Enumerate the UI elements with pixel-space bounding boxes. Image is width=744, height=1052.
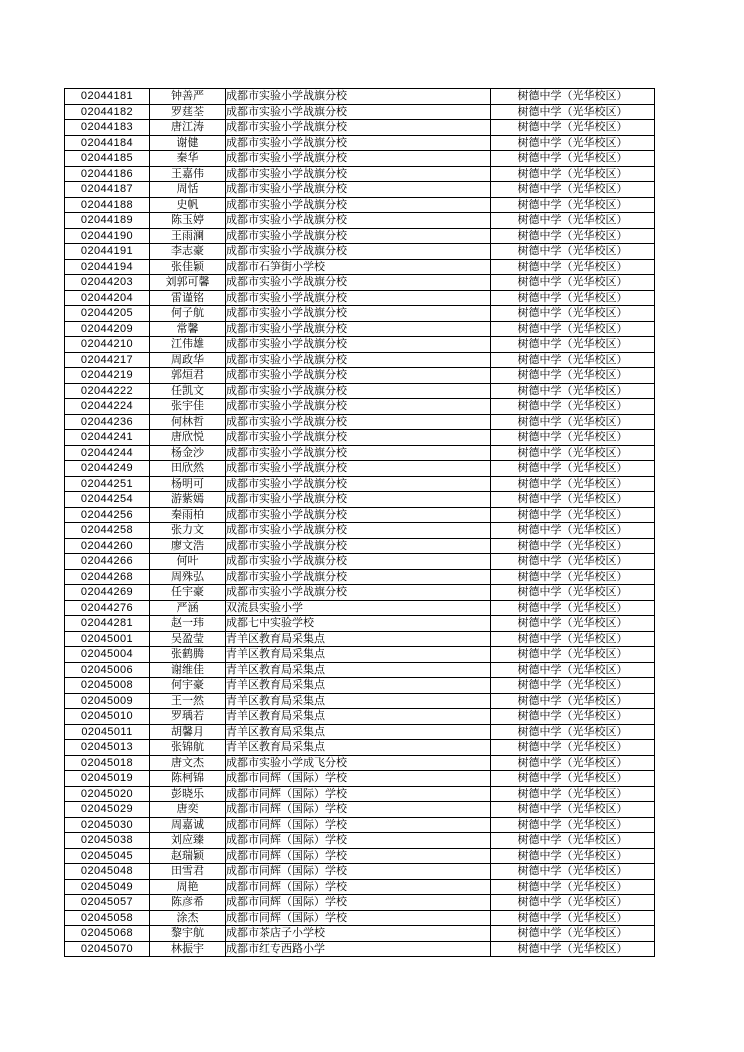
student-id-cell: 02044266 bbox=[65, 554, 150, 570]
table-row bbox=[65, 662, 655, 678]
student-id-cell: 02044256 bbox=[65, 507, 150, 523]
student-name-cell: 严涵 bbox=[150, 600, 226, 616]
student-name-cell: 赵瑞颖 bbox=[150, 848, 226, 864]
destination-cell: 树德中学（光华校区） bbox=[491, 306, 655, 322]
table-row bbox=[65, 693, 655, 709]
student-name-cell: 黎宇航 bbox=[150, 926, 226, 942]
student-name-cell: 王雨澜 bbox=[150, 228, 226, 244]
student-id-cell: 02044209 bbox=[65, 321, 150, 337]
table-row bbox=[65, 306, 655, 322]
destination-cell: 树德中学（光华校区） bbox=[491, 616, 655, 632]
student-name-cell: 唐文杰 bbox=[150, 755, 226, 771]
student-name-cell: 杨金沙 bbox=[150, 445, 226, 461]
table-row bbox=[65, 166, 655, 182]
destination-cell: 树德中学（光华校区） bbox=[491, 755, 655, 771]
student-id-cell: 02044268 bbox=[65, 569, 150, 585]
destination-cell: 树德中学（光华校区） bbox=[491, 120, 655, 136]
destination-cell: 树德中学（光华校区） bbox=[491, 275, 655, 291]
destination-cell: 树德中学（光华校区） bbox=[491, 817, 655, 833]
school-cell: 青羊区教育局采集点 bbox=[226, 693, 491, 709]
destination-cell: 树德中学（光华校区） bbox=[491, 523, 655, 539]
school-cell: 青羊区教育局采集点 bbox=[226, 724, 491, 740]
student-name-cell: 王嘉伟 bbox=[150, 166, 226, 182]
table-row bbox=[65, 228, 655, 244]
student-roster-table bbox=[64, 88, 655, 957]
school-cell: 成都市同辉（国际）学校 bbox=[226, 848, 491, 864]
student-id-cell: 02044254 bbox=[65, 492, 150, 508]
student-name-cell: 周殊弘 bbox=[150, 569, 226, 585]
student-name-cell: 罗莛荃 bbox=[150, 104, 226, 120]
student-name-cell: 李志豪 bbox=[150, 244, 226, 260]
student-id-cell: 02045001 bbox=[65, 631, 150, 647]
table-row bbox=[65, 445, 655, 461]
school-cell: 成都市石笋街小学校 bbox=[226, 259, 491, 275]
table-row bbox=[65, 755, 655, 771]
student-name-cell: 秦华 bbox=[150, 151, 226, 167]
destination-cell: 树德中学（光华校区） bbox=[491, 182, 655, 198]
student-name-cell: 张锦航 bbox=[150, 740, 226, 756]
student-name-cell: 林振宇 bbox=[150, 941, 226, 957]
table-row bbox=[65, 864, 655, 880]
table-row bbox=[65, 337, 655, 353]
destination-cell: 树德中学（光华校区） bbox=[491, 926, 655, 942]
destination-cell: 树德中学（光华校区） bbox=[491, 352, 655, 368]
school-cell: 成都市实验小学战旗分校 bbox=[226, 166, 491, 182]
student-id-cell: 02044189 bbox=[65, 213, 150, 229]
school-cell: 成都市实验小学战旗分校 bbox=[226, 151, 491, 167]
student-name-cell: 陈柯锦 bbox=[150, 771, 226, 787]
student-name-cell: 张宇佳 bbox=[150, 399, 226, 415]
table-row bbox=[65, 910, 655, 926]
student-name-cell: 陈玉婷 bbox=[150, 213, 226, 229]
table-row bbox=[65, 275, 655, 291]
student-name-cell: 何叶 bbox=[150, 554, 226, 570]
student-name-cell: 郭烜君 bbox=[150, 368, 226, 384]
student-id-cell: 02044205 bbox=[65, 306, 150, 322]
student-id-cell: 02045057 bbox=[65, 895, 150, 911]
table-row bbox=[65, 817, 655, 833]
school-cell: 双流县实验小学 bbox=[226, 600, 491, 616]
school-cell: 成都市实验小学战旗分校 bbox=[226, 585, 491, 601]
student-name-cell: 周嘉诚 bbox=[150, 817, 226, 833]
destination-cell: 树德中学（光华校区） bbox=[491, 879, 655, 895]
school-cell: 成都市实验小学战旗分校 bbox=[226, 569, 491, 585]
destination-cell: 树德中学（光华校区） bbox=[491, 492, 655, 508]
table-row bbox=[65, 461, 655, 477]
student-id-cell: 02045029 bbox=[65, 802, 150, 818]
school-cell: 成都市实验小学战旗分校 bbox=[226, 182, 491, 198]
table-row bbox=[65, 538, 655, 554]
destination-cell: 树德中学（光华校区） bbox=[491, 569, 655, 585]
student-name-cell: 刘应臻 bbox=[150, 833, 226, 849]
school-cell: 成都七中实验学校 bbox=[226, 616, 491, 632]
student-name-cell: 张鹤腾 bbox=[150, 647, 226, 663]
school-cell: 成都市实验小学战旗分校 bbox=[226, 368, 491, 384]
student-name-cell: 涂杰 bbox=[150, 910, 226, 926]
roster-body bbox=[65, 89, 655, 957]
table-row bbox=[65, 616, 655, 632]
student-id-cell: 02045008 bbox=[65, 678, 150, 694]
destination-cell: 树德中学（光华校区） bbox=[491, 910, 655, 926]
destination-cell: 树德中学（光华校区） bbox=[491, 414, 655, 430]
table-row bbox=[65, 290, 655, 306]
table-row bbox=[65, 724, 655, 740]
destination-cell: 树德中学（光华校区） bbox=[491, 802, 655, 818]
student-id-cell: 02044236 bbox=[65, 414, 150, 430]
destination-cell: 树德中学（光华校区） bbox=[491, 833, 655, 849]
student-name-cell: 陈彦希 bbox=[150, 895, 226, 911]
student-name-cell: 唐奕 bbox=[150, 802, 226, 818]
table-row bbox=[65, 244, 655, 260]
student-name-cell: 唐江涛 bbox=[150, 120, 226, 136]
table-row bbox=[65, 352, 655, 368]
table-row bbox=[65, 771, 655, 787]
student-name-cell: 赵一玮 bbox=[150, 616, 226, 632]
school-cell: 青羊区教育局采集点 bbox=[226, 709, 491, 725]
student-id-cell: 02045011 bbox=[65, 724, 150, 740]
destination-cell: 树德中学（光华校区） bbox=[491, 151, 655, 167]
table-row bbox=[65, 941, 655, 957]
school-cell: 成都市同辉（国际）学校 bbox=[226, 817, 491, 833]
destination-cell: 树德中学（光华校区） bbox=[491, 864, 655, 880]
destination-cell: 树德中学（光华校区） bbox=[491, 600, 655, 616]
school-cell: 成都市实验小学战旗分校 bbox=[226, 554, 491, 570]
table-row bbox=[65, 678, 655, 694]
student-id-cell: 02044219 bbox=[65, 368, 150, 384]
school-cell: 成都市实验小学战旗分校 bbox=[226, 197, 491, 213]
destination-cell: 树德中学（光华校区） bbox=[491, 89, 655, 105]
school-cell: 成都市红专西路小学 bbox=[226, 941, 491, 957]
destination-cell: 树德中学（光华校区） bbox=[491, 399, 655, 415]
table-row bbox=[65, 740, 655, 756]
school-cell: 青羊区教育局采集点 bbox=[226, 662, 491, 678]
table-row bbox=[65, 197, 655, 213]
student-name-cell: 王一然 bbox=[150, 693, 226, 709]
student-id-cell: 02045006 bbox=[65, 662, 150, 678]
table-row bbox=[65, 895, 655, 911]
school-cell: 成都市同辉（国际）学校 bbox=[226, 833, 491, 849]
student-id-cell: 02044269 bbox=[65, 585, 150, 601]
student-id-cell: 02045038 bbox=[65, 833, 150, 849]
table-row bbox=[65, 430, 655, 446]
destination-cell: 树德中学（光华校区） bbox=[491, 631, 655, 647]
destination-cell: 树德中学（光华校区） bbox=[491, 228, 655, 244]
student-name-cell: 任宇豪 bbox=[150, 585, 226, 601]
school-cell: 成都市同辉（国际）学校 bbox=[226, 895, 491, 911]
table-row bbox=[65, 259, 655, 275]
table-row bbox=[65, 476, 655, 492]
destination-cell: 树德中学（光华校区） bbox=[491, 647, 655, 663]
destination-cell: 树德中学（光华校区） bbox=[491, 941, 655, 957]
school-cell: 成都市实验小学战旗分校 bbox=[226, 290, 491, 306]
table-row bbox=[65, 848, 655, 864]
table-row bbox=[65, 507, 655, 523]
student-id-cell: 02044241 bbox=[65, 430, 150, 446]
table-row bbox=[65, 585, 655, 601]
destination-cell: 树德中学（光华校区） bbox=[491, 430, 655, 446]
student-id-cell: 02044184 bbox=[65, 135, 150, 151]
student-name-cell: 张力文 bbox=[150, 523, 226, 539]
table-row bbox=[65, 879, 655, 895]
student-name-cell: 田雪君 bbox=[150, 864, 226, 880]
student-id-cell: 02044181 bbox=[65, 89, 150, 105]
student-name-cell: 周艳 bbox=[150, 879, 226, 895]
table-row bbox=[65, 383, 655, 399]
school-cell: 成都市实验小学战旗分校 bbox=[226, 399, 491, 415]
destination-cell: 树德中学（光华校区） bbox=[491, 337, 655, 353]
student-name-cell: 何宇豪 bbox=[150, 678, 226, 694]
table-row bbox=[65, 833, 655, 849]
student-id-cell: 02044260 bbox=[65, 538, 150, 554]
school-cell: 青羊区教育局采集点 bbox=[226, 631, 491, 647]
school-cell: 成都市同辉（国际）学校 bbox=[226, 864, 491, 880]
student-id-cell: 02044185 bbox=[65, 151, 150, 167]
school-cell: 成都市实验小学战旗分校 bbox=[226, 104, 491, 120]
destination-cell: 树德中学（光华校区） bbox=[491, 461, 655, 477]
student-name-cell: 周恬 bbox=[150, 182, 226, 198]
student-name-cell: 雷谨铭 bbox=[150, 290, 226, 306]
table-row bbox=[65, 786, 655, 802]
school-cell: 成都市茶店子小学校 bbox=[226, 926, 491, 942]
school-cell: 青羊区教育局采集点 bbox=[226, 678, 491, 694]
table-row bbox=[65, 135, 655, 151]
destination-cell: 树德中学（光华校区） bbox=[491, 538, 655, 554]
student-id-cell: 02044217 bbox=[65, 352, 150, 368]
school-cell: 成都市实验小学战旗分校 bbox=[226, 120, 491, 136]
school-cell: 成都市实验小学战旗分校 bbox=[226, 352, 491, 368]
table-row bbox=[65, 554, 655, 570]
destination-cell: 树德中学（光华校区） bbox=[491, 724, 655, 740]
school-cell: 成都市实验小学战旗分校 bbox=[226, 306, 491, 322]
destination-cell: 树德中学（光华校区） bbox=[491, 476, 655, 492]
student-name-cell: 秦雨柏 bbox=[150, 507, 226, 523]
student-id-cell: 02044194 bbox=[65, 259, 150, 275]
table-row bbox=[65, 523, 655, 539]
student-id-cell: 02044276 bbox=[65, 600, 150, 616]
school-cell: 成都市实验小学战旗分校 bbox=[226, 213, 491, 229]
destination-cell: 树德中学（光华校区） bbox=[491, 213, 655, 229]
student-id-cell: 02045019 bbox=[65, 771, 150, 787]
student-id-cell: 02045013 bbox=[65, 740, 150, 756]
student-id-cell: 02044249 bbox=[65, 461, 150, 477]
destination-cell: 树德中学（光华校区） bbox=[491, 445, 655, 461]
student-id-cell: 02044182 bbox=[65, 104, 150, 120]
student-name-cell: 彭晓乐 bbox=[150, 786, 226, 802]
table-row bbox=[65, 151, 655, 167]
student-id-cell: 02045010 bbox=[65, 709, 150, 725]
student-name-cell: 罗瑀若 bbox=[150, 709, 226, 725]
student-name-cell: 江伟雄 bbox=[150, 337, 226, 353]
student-id-cell: 02044187 bbox=[65, 182, 150, 198]
table-row bbox=[65, 802, 655, 818]
table-row bbox=[65, 368, 655, 384]
school-cell: 成都市实验小学战旗分校 bbox=[226, 461, 491, 477]
student-id-cell: 02044186 bbox=[65, 166, 150, 182]
student-name-cell: 何子航 bbox=[150, 306, 226, 322]
school-cell: 成都市同辉（国际）学校 bbox=[226, 771, 491, 787]
table-row bbox=[65, 213, 655, 229]
table-row bbox=[65, 647, 655, 663]
destination-cell: 树德中学（光华校区） bbox=[491, 383, 655, 399]
school-cell: 成都市实验小学战旗分校 bbox=[226, 538, 491, 554]
destination-cell: 树德中学（光华校区） bbox=[491, 709, 655, 725]
school-cell: 成都市实验小学战旗分校 bbox=[226, 244, 491, 260]
table-row bbox=[65, 120, 655, 136]
destination-cell: 树德中学（光华校区） bbox=[491, 740, 655, 756]
destination-cell: 树德中学（光华校区） bbox=[491, 135, 655, 151]
student-id-cell: 02045030 bbox=[65, 817, 150, 833]
student-id-cell: 02044244 bbox=[65, 445, 150, 461]
table-row bbox=[65, 182, 655, 198]
student-id-cell: 02044251 bbox=[65, 476, 150, 492]
table-row bbox=[65, 399, 655, 415]
destination-cell: 树德中学（光华校区） bbox=[491, 554, 655, 570]
school-cell: 成都市实验小学战旗分校 bbox=[226, 89, 491, 105]
school-cell: 成都市同辉（国际）学校 bbox=[226, 786, 491, 802]
destination-cell: 树德中学（光华校区） bbox=[491, 678, 655, 694]
table-row bbox=[65, 631, 655, 647]
school-cell: 成都市实验小学战旗分校 bbox=[226, 445, 491, 461]
student-id-cell: 02044203 bbox=[65, 275, 150, 291]
student-id-cell: 02045049 bbox=[65, 879, 150, 895]
student-name-cell: 唐欣悦 bbox=[150, 430, 226, 446]
school-cell: 成都市同辉（国际）学校 bbox=[226, 879, 491, 895]
student-id-cell: 02045018 bbox=[65, 755, 150, 771]
student-id-cell: 02045068 bbox=[65, 926, 150, 942]
table-row bbox=[65, 600, 655, 616]
table-row bbox=[65, 709, 655, 725]
school-cell: 成都市实验小学战旗分校 bbox=[226, 523, 491, 539]
student-id-cell: 02045045 bbox=[65, 848, 150, 864]
table-row bbox=[65, 414, 655, 430]
student-name-cell: 钟善严 bbox=[150, 89, 226, 105]
student-id-cell: 02044183 bbox=[65, 120, 150, 136]
student-name-cell: 任凯文 bbox=[150, 383, 226, 399]
destination-cell: 树德中学（光华校区） bbox=[491, 507, 655, 523]
school-cell: 成都市实验小学战旗分校 bbox=[226, 321, 491, 337]
student-id-cell: 02044258 bbox=[65, 523, 150, 539]
school-cell: 成都市实验小学战旗分校 bbox=[226, 507, 491, 523]
destination-cell: 树德中学（光华校区） bbox=[491, 259, 655, 275]
table-row bbox=[65, 104, 655, 120]
student-id-cell: 02045004 bbox=[65, 647, 150, 663]
student-name-cell: 谢健 bbox=[150, 135, 226, 151]
destination-cell: 树德中学（光华校区） bbox=[491, 693, 655, 709]
student-name-cell: 吴盈莹 bbox=[150, 631, 226, 647]
school-cell: 成都市实验小学战旗分校 bbox=[226, 430, 491, 446]
destination-cell: 树德中学（光华校区） bbox=[491, 104, 655, 120]
school-cell: 成都市实验小学战旗分校 bbox=[226, 492, 491, 508]
student-id-cell: 02044191 bbox=[65, 244, 150, 260]
table-row bbox=[65, 89, 655, 105]
table-row bbox=[65, 321, 655, 337]
student-id-cell: 02045070 bbox=[65, 941, 150, 957]
school-cell: 青羊区教育局采集点 bbox=[226, 740, 491, 756]
school-cell: 成都市实验小学战旗分校 bbox=[226, 383, 491, 399]
student-id-cell: 02044224 bbox=[65, 399, 150, 415]
destination-cell: 树德中学（光华校区） bbox=[491, 244, 655, 260]
destination-cell: 树德中学（光华校区） bbox=[491, 786, 655, 802]
school-cell: 成都市同辉（国际）学校 bbox=[226, 802, 491, 818]
school-cell: 成都市同辉（国际）学校 bbox=[226, 910, 491, 926]
student-name-cell: 游紫嫣 bbox=[150, 492, 226, 508]
table-row bbox=[65, 926, 655, 942]
student-name-cell: 张佳颖 bbox=[150, 259, 226, 275]
student-id-cell: 02045058 bbox=[65, 910, 150, 926]
school-cell: 成都市实验小学成飞分校 bbox=[226, 755, 491, 771]
student-id-cell: 02044190 bbox=[65, 228, 150, 244]
school-cell: 成都市实验小学战旗分校 bbox=[226, 135, 491, 151]
student-id-cell: 02045048 bbox=[65, 864, 150, 880]
school-cell: 成都市实验小学战旗分校 bbox=[226, 476, 491, 492]
student-id-cell: 02044210 bbox=[65, 337, 150, 353]
student-name-cell: 常馨 bbox=[150, 321, 226, 337]
student-id-cell: 02044204 bbox=[65, 290, 150, 306]
student-name-cell: 何林哲 bbox=[150, 414, 226, 430]
student-name-cell: 周政华 bbox=[150, 352, 226, 368]
destination-cell: 树德中学（光华校区） bbox=[491, 895, 655, 911]
school-cell: 成都市实验小学战旗分校 bbox=[226, 228, 491, 244]
student-id-cell: 02044188 bbox=[65, 197, 150, 213]
student-id-cell: 02044281 bbox=[65, 616, 150, 632]
table-row bbox=[65, 492, 655, 508]
student-id-cell: 02045009 bbox=[65, 693, 150, 709]
destination-cell: 树德中学（光华校区） bbox=[491, 290, 655, 306]
school-cell: 成都市实验小学战旗分校 bbox=[226, 414, 491, 430]
destination-cell: 树德中学（光华校区） bbox=[491, 368, 655, 384]
destination-cell: 树德中学（光华校区） bbox=[491, 197, 655, 213]
destination-cell: 树德中学（光华校区） bbox=[491, 166, 655, 182]
student-id-cell: 02045020 bbox=[65, 786, 150, 802]
destination-cell: 树德中学（光华校区） bbox=[491, 771, 655, 787]
destination-cell: 树德中学（光华校区） bbox=[491, 321, 655, 337]
destination-cell: 树德中学（光华校区） bbox=[491, 662, 655, 678]
student-name-cell: 杨明可 bbox=[150, 476, 226, 492]
student-name-cell: 史帆 bbox=[150, 197, 226, 213]
destination-cell: 树德中学（光华校区） bbox=[491, 848, 655, 864]
student-name-cell: 胡馨月 bbox=[150, 724, 226, 740]
destination-cell: 树德中学（光华校区） bbox=[491, 585, 655, 601]
school-cell: 成都市实验小学战旗分校 bbox=[226, 337, 491, 353]
student-name-cell: 谢维佳 bbox=[150, 662, 226, 678]
student-name-cell: 刘郭可馨 bbox=[150, 275, 226, 291]
student-name-cell: 廖文浩 bbox=[150, 538, 226, 554]
school-cell: 青羊区教育局采集点 bbox=[226, 647, 491, 663]
table-row bbox=[65, 569, 655, 585]
student-name-cell: 田欣然 bbox=[150, 461, 226, 477]
student-id-cell: 02044222 bbox=[65, 383, 150, 399]
school-cell: 成都市实验小学战旗分校 bbox=[226, 275, 491, 291]
